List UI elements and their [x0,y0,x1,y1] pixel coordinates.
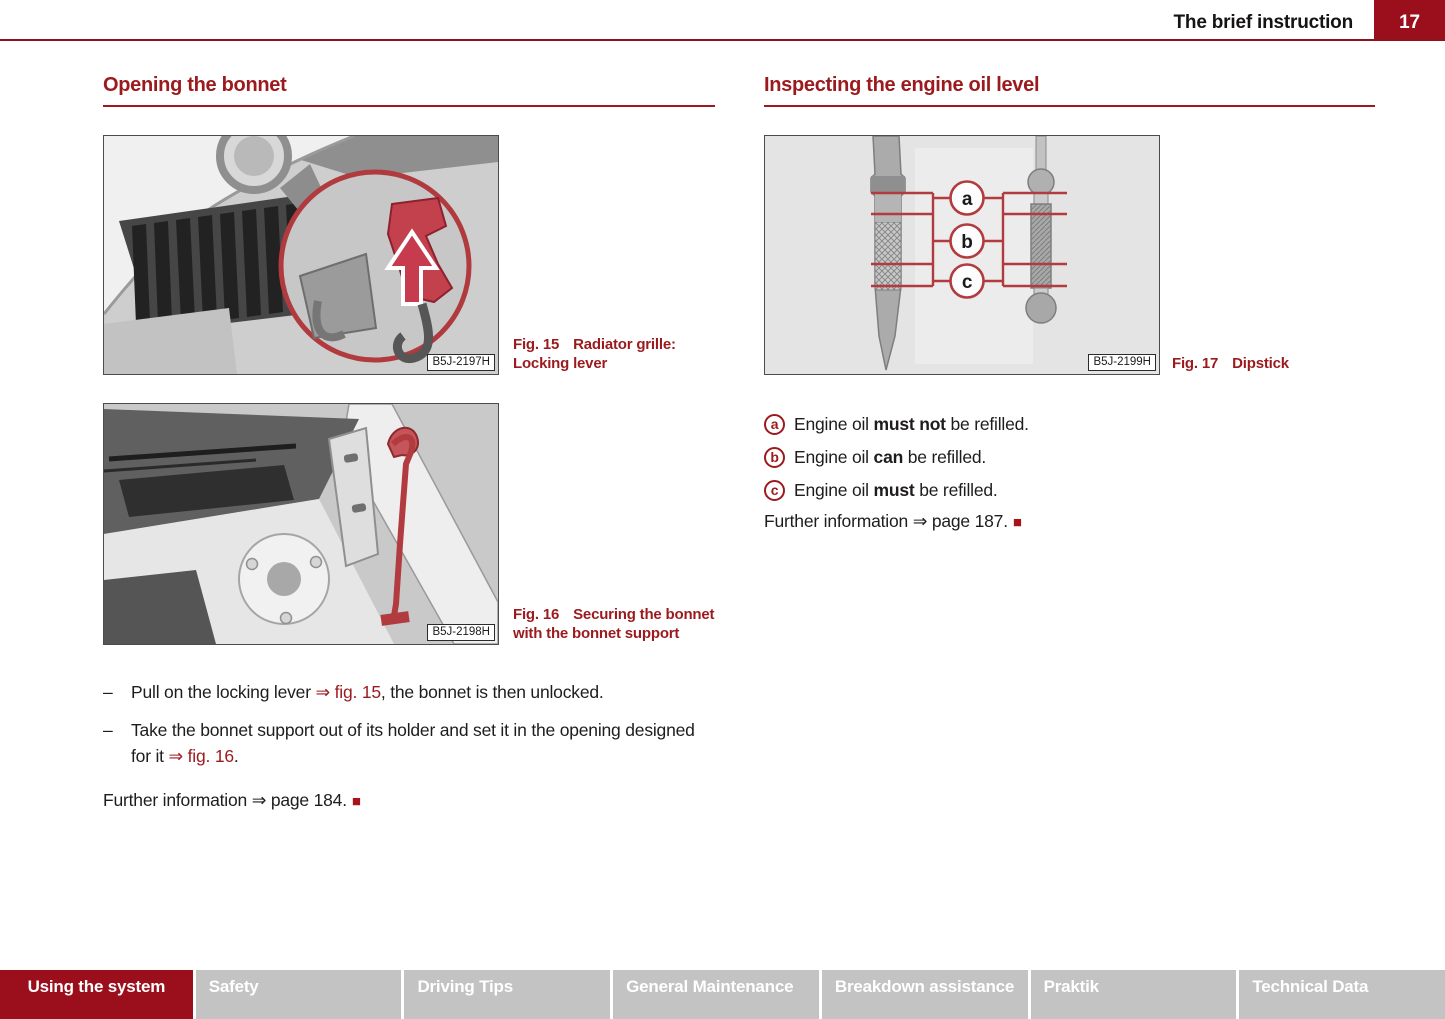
list-item [764,408,1324,441]
tab-technical-data[interactable]: Technical Data [1239,970,1445,1019]
tab-breakdown-assistance[interactable]: Breakdown assistance [822,970,1028,1019]
bullet-dash: – [103,682,113,702]
end-of-section-icon: ■ [1012,514,1022,531]
oil-item-text: Engine oil must be refilled. [794,480,998,500]
figure-bonnet-support [103,403,499,645]
instruction-list [103,679,703,781]
bullet-text: Take the bonnet support out of its holder and set it in the opening designed for it ⇒ fig. 16. [131,720,695,766]
further-information: Further information ⇒ page 187. ■ [764,511,1022,531]
figure-caption-text: Radiator grille: Locking lever [513,336,676,372]
oil-item-text: Engine oil must not be refilled. [794,414,1029,434]
list-item [764,474,1324,507]
section-heading-opening-bonnet: Opening the bonnet [103,74,715,107]
figure-caption-fig16 [513,606,725,643]
dipstick-drawing [765,136,1159,374]
tab-using-the-system[interactable]: Using the system [0,970,193,1019]
bonnet-support-drawing [104,404,498,644]
tab-praktik[interactable]: Praktik [1031,970,1237,1019]
bullet-dash: – [103,720,113,740]
further-information: Further information ⇒ page 184. ■ [103,790,361,810]
figure-caption-fig17 [1172,355,1384,374]
radiator-grille-drawing [104,136,498,374]
tab-safety[interactable]: Safety [196,970,402,1019]
tab-driving-tips[interactable]: Driving Tips [404,970,610,1019]
figure-code-badge: B5J-2198H [427,624,495,641]
dipstick-label-a: a [961,189,973,210]
dipstick-label-c: c [961,272,973,293]
header-rule [0,39,1445,41]
figure-radiator-grille [103,135,499,375]
letter-badge-a: a [764,414,785,435]
list-item [764,441,1324,474]
list-item [103,679,703,705]
figure-reference-link[interactable]: ⇒ fig. 16 [168,746,234,766]
letter-badge-c: c [764,480,785,501]
chapter-tab-bar [0,970,1445,1019]
section-heading-oil-level: Inspecting the engine oil level [764,74,1375,107]
tab-general-maintenance[interactable]: General Maintenance [613,970,819,1019]
letter-badge-b: b [764,447,785,468]
figure-number: Fig. 17 [1172,355,1219,372]
figure-dipstick [764,135,1160,375]
list-item [103,717,703,769]
end-of-section-icon: ■ [351,793,361,810]
figure-caption-text: Securing the bonnet with the bonnet support [513,606,715,642]
figure-code-badge: B5J-2199H [1088,354,1156,371]
header-title: The brief instruction [1173,12,1353,33]
figure-caption-text: Dipstick [1232,355,1289,372]
figure-caption-fig15 [513,336,725,373]
dipstick-label-b: b [961,232,973,253]
figure-number: Fig. 16 [513,606,560,623]
oil-level-list [764,408,1324,507]
figure-number: Fig. 15 [513,336,560,353]
figure-reference-link[interactable]: ⇒ fig. 15 [315,682,381,702]
figure-code-badge: B5J-2197H [427,354,495,371]
oil-item-text: Engine oil can be refilled. [794,447,987,467]
bullet-text: Pull on the locking lever ⇒ fig. 15, the bonnet is then unlocked. [131,682,604,702]
page-number-badge: 17 [1374,0,1445,40]
